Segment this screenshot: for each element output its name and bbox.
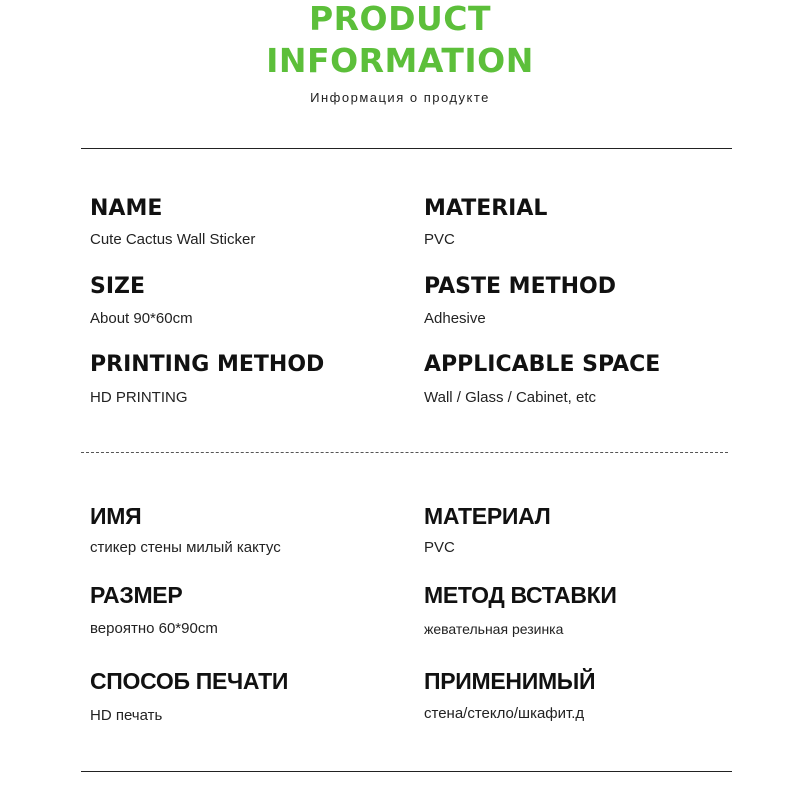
field-name-en — [90, 196, 410, 249]
field-material-en — [424, 196, 744, 249]
subtitle: Информация о продукте — [310, 90, 490, 105]
field-value: Wall / Glass / Cabinet, etc — [424, 389, 597, 406]
field-value: стикер стены милый кактус — [90, 539, 281, 556]
field-label: NAME — [90, 196, 163, 221]
top-divider — [81, 148, 732, 149]
field-value: Cute Cactus Wall Sticker — [90, 231, 256, 248]
field-label: APPLICABLE SPACE — [424, 352, 661, 377]
field-size-en — [90, 274, 410, 328]
field-label: ПРИМЕНИМЫЙ — [424, 668, 596, 694]
field-label: РАЗМЕР — [90, 582, 183, 608]
page-header — [0, 0, 800, 105]
field-value: стена/стекло/шкафит.д — [424, 705, 585, 722]
field-label: МЕТОД ВСТАВКИ — [424, 582, 617, 608]
field-value: PVC — [424, 539, 455, 556]
field-label: PRINTING METHOD — [90, 352, 325, 377]
field-value: PVC — [424, 231, 455, 248]
field-applicable-space-en — [424, 352, 744, 407]
field-value: About 90*60cm — [90, 310, 193, 327]
field-size-ru — [90, 582, 410, 638]
bottom-divider — [81, 771, 732, 772]
field-applicable-space-ru — [424, 668, 744, 723]
title-line-information: INFORMATION — [266, 41, 534, 80]
field-value: HD PRINTING — [90, 389, 188, 406]
field-label: СПОСОБ ПЕЧАТИ — [90, 668, 289, 694]
field-label: PASTE METHOD — [424, 274, 616, 299]
field-value: Adhesive — [424, 310, 486, 327]
title-line-product: PRODUCT — [308, 0, 492, 38]
field-paste-method-en — [424, 274, 744, 328]
field-label: ИМЯ — [90, 503, 142, 529]
section-divider — [81, 452, 728, 453]
field-label: МАТЕРИАЛ — [424, 503, 551, 529]
field-value: вероятно 60*90cm — [90, 620, 218, 637]
field-value: жевательная резинка — [424, 621, 564, 637]
field-value: HD печать — [90, 707, 163, 724]
field-paste-method-ru — [424, 582, 744, 638]
field-material-ru — [424, 503, 744, 557]
field-printing-method-ru — [90, 668, 410, 725]
field-label: SIZE — [90, 274, 146, 299]
field-name-ru — [90, 503, 410, 557]
field-printing-method-en — [90, 352, 410, 407]
field-label: MATERIAL — [424, 196, 548, 221]
